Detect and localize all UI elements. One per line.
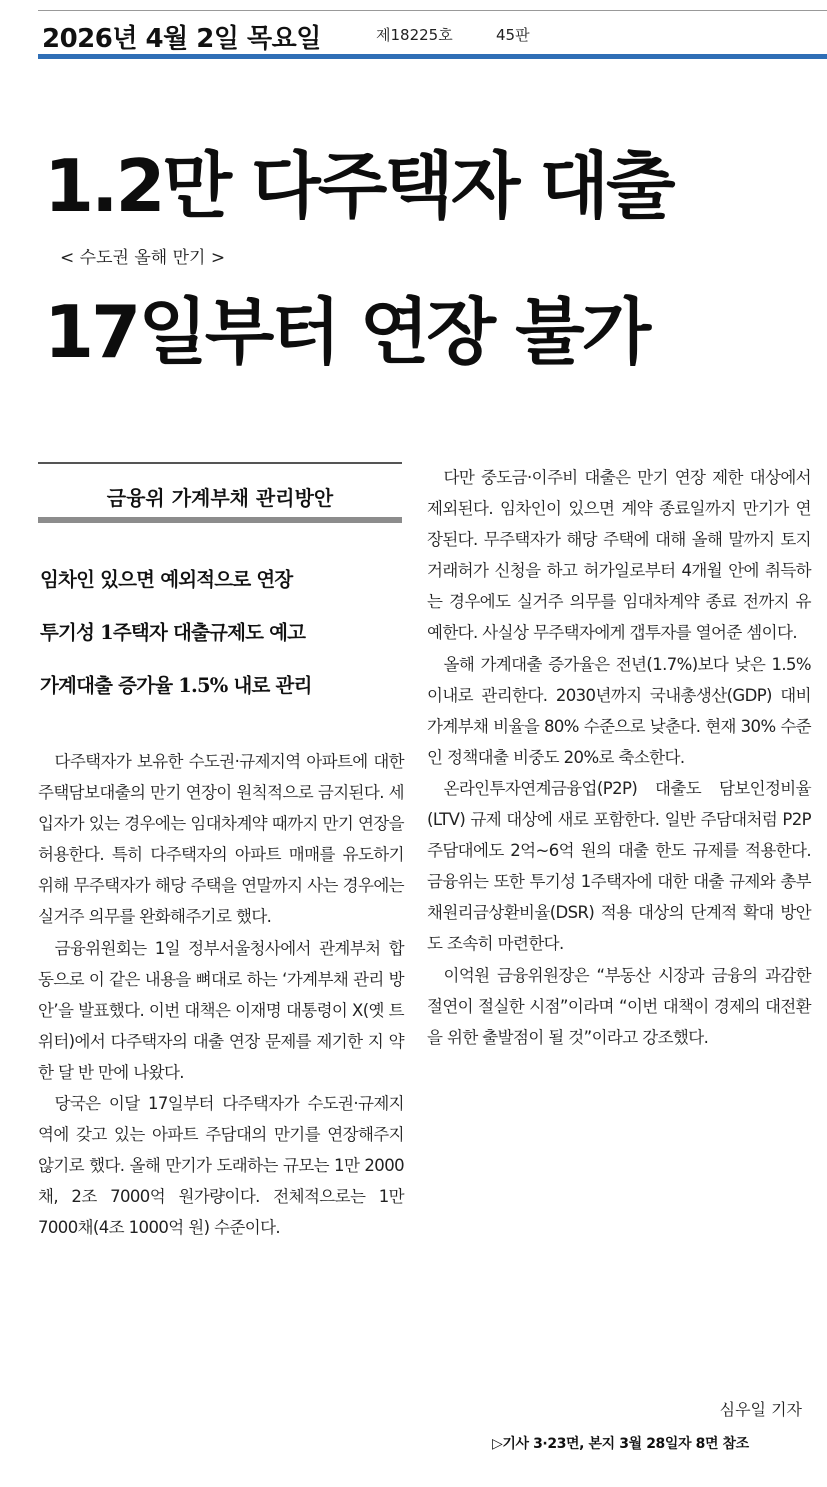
- paragraph: 온라인투자연계금융업(P2P) 대출도 담보인정비율(LTV) 규제 대상에 새로 포함한다. 일반 주담대처럼 P2P 주담대에도 2억~6억 원의 대출 한도 규제를 적용한다. 금융위는 또한 투기성 1주택자에 대한 대출 규제와 총부채원리금상환비율(DSR) 적용 대상의 단계적 확대 방안도 조속히 마련한다.: [427, 778, 811, 954]
- byline: 심우일 기자: [719, 1400, 802, 1419]
- section-title: 금융위 가계부채 관리방안: [106, 486, 334, 510]
- paragraph: 올해 가계대출 증가율은 전년(1.7%)보다 낮은 1.5% 이내로 관리한다. 2030년까지 국내총생산(GDP) 대비 가계부채 비율을 80% 수준으로 낮춘다. 현재 30% 수준인 정책대출 비중도 20%로 축소한다.: [427, 654, 811, 767]
- section-box: [38, 462, 402, 524]
- publication-date: 2026년 4월 2일 목요일: [42, 24, 321, 54]
- paragraph: 이억원 금융위원장은 “부동산 시장과 금융의 과감한 절연이 절실한 시점”이라며 “이번 대책이 경제의 대전환을 위한 출발점이 될 것”이라고 강조했다.: [427, 965, 811, 1047]
- headline-line-1: 1.2만 다주택자 대출: [44, 144, 673, 228]
- edition-number: 45판: [496, 26, 530, 44]
- subheadline: 투기성 1주택자 대출규제도 예고: [40, 621, 306, 644]
- subheadline: 임차인 있으면 예외적으로 연장: [40, 568, 293, 591]
- headline-line-2: 17일부터 연장 불가: [44, 290, 649, 374]
- paragraph: 다주택자가 보유한 수도권·규제지역 아파트에 대한 주택담보대출의 만기 연장이 원칙적으로 금지된다. 세입자가 있는 경우에는 임대차계약 때까지 만기 연장을 허용한다. 특히 다주택자의 아파트 매매를 유도하기 위해 무주택자가 해당 주택을 연말까지 사는 경우에는 실거주 의무를 완화해주기로 했다.: [38, 752, 404, 927]
- issue-number: 제18225호: [376, 26, 453, 44]
- article-left-column: [38, 746, 404, 1244]
- subheadline: 가계대출 증가율 1.5% 내로 관리: [40, 674, 312, 697]
- section-box-top-rule: [38, 462, 402, 464]
- masthead-rule: [38, 54, 827, 59]
- headline-kicker: < 수도권 올해 만기 >: [60, 248, 226, 268]
- article-right-column: [427, 462, 811, 1053]
- paragraph: 당국은 이달 17일부터 다주택자가 수도권·규제지역에 갖고 있는 아파트 주담대의 만기를 연장해주지 않기로 했다. 올해 만기가 도래하는 규모는 1만 2000채, 2조 7000억 원가량이다. 전체적으로는 1만 7000채(4조 1000억 원) 수준이다.: [38, 1094, 404, 1238]
- paragraph: 금융위원회는 1일 정부서울청사에서 관계부처 합동으로 이 같은 내용을 뼈대로 하는 ‘가계부채 관리 방안’을 발표했다. 이번 대책은 이재명 대통령이 X(옛 트위터)에서 다주택자의 대출 연장 문제를 제기한 지 약 한 달 반 만에 나왔다.: [38, 938, 404, 1082]
- related-articles-reference: ▷기사 3·23면, 본지 3월 28일자 8면 참조: [492, 1436, 749, 1452]
- section-box-bottom-rule: [38, 517, 402, 523]
- masthead: [38, 10, 824, 56]
- paragraph: 다만 중도금·이주비 대출은 만기 연장 제한 대상에서 제외된다. 임차인이 있으면 계약 종료일까지 만기가 연장된다. 무주택자가 해당 주택에 대해 올해 말까지 토지거래허가 신청을 하고 허가일로부터 4개월 안에 취득하는 경우에도 실거주 의무를 임대차계약 종료 전까지 유예한다. 사실상 무주택자에게 갭투자를 열어준 셈이다.: [427, 468, 811, 643]
- subheadlines: [40, 560, 402, 719]
